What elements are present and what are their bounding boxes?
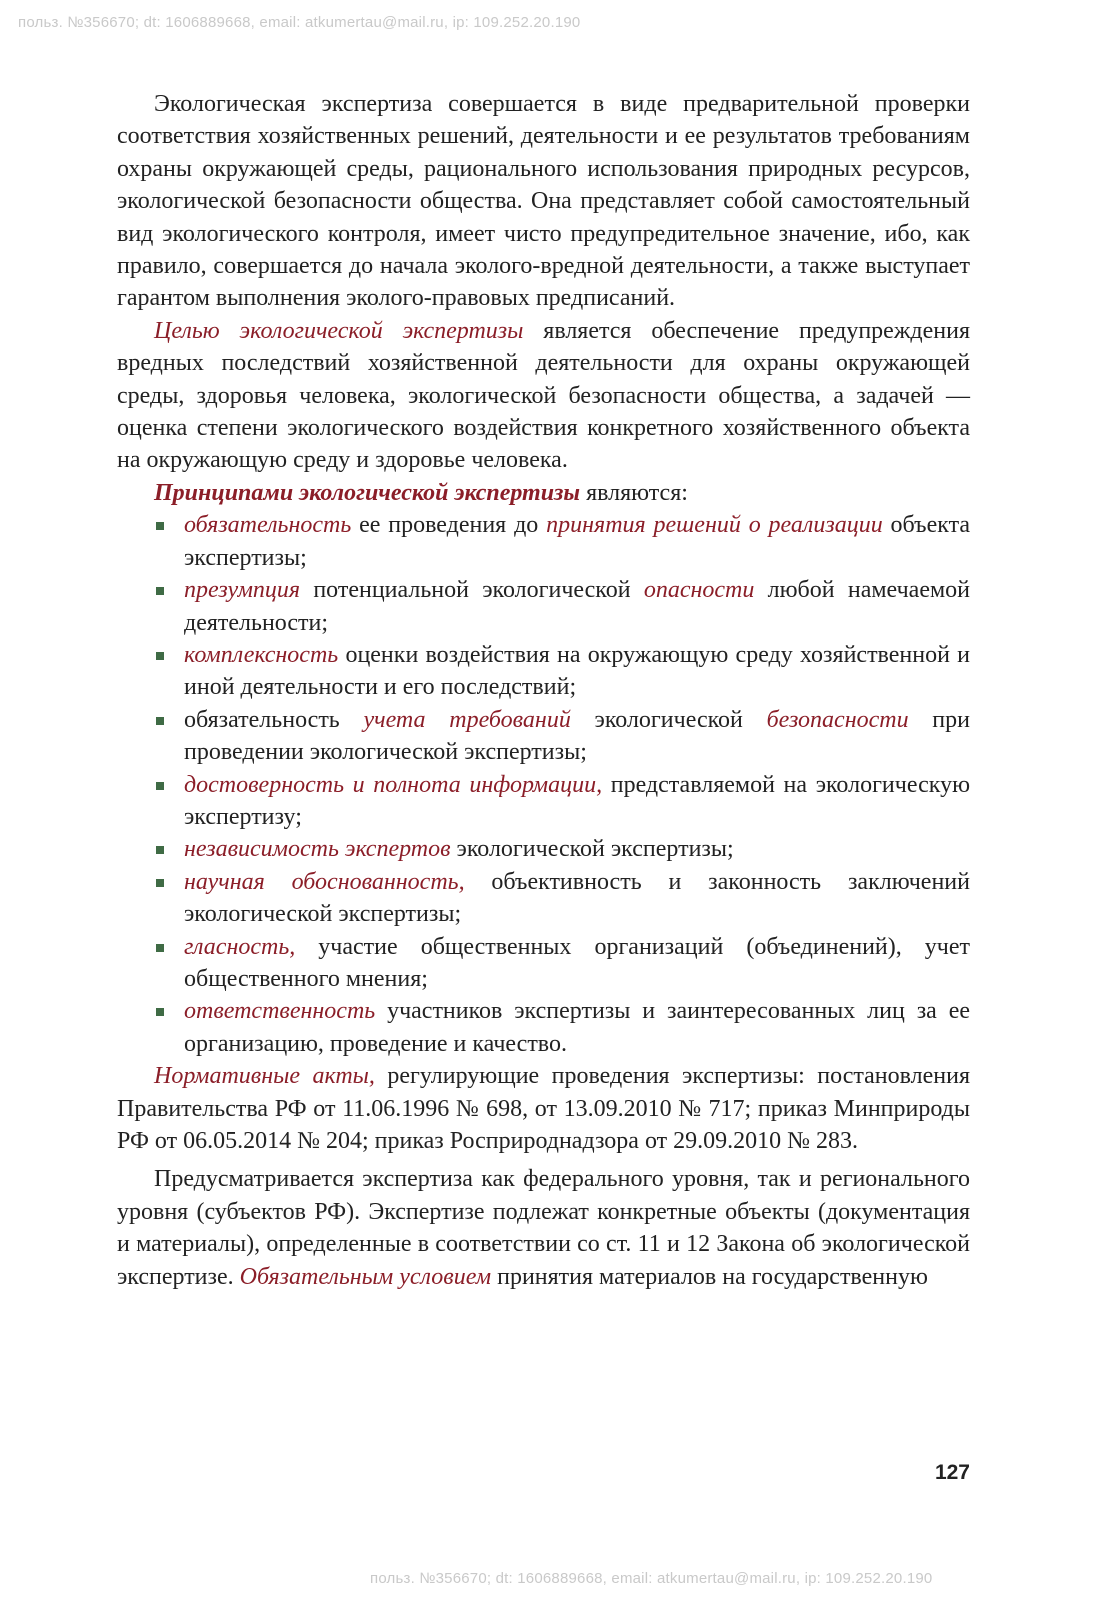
paragraph-levels-rest: принятия материалов на государственную [491, 1263, 928, 1290]
term-principles: Принципами экологической экспертизы [154, 479, 581, 506]
list-item-term: научная обоснованность, [184, 868, 465, 895]
list-item [184, 833, 970, 865]
list-item-term: безопасности [766, 706, 909, 733]
list-item-term: учета требований [363, 706, 571, 733]
paragraph-goal-text: является обеспечение предупреждения вредных последствий хозяйственной деятельности для охраны окружающей среды, здоровья человека, экологической безопасности общества, а задачей — оценка степени экологического воздействия конкретного хозяйственного объекта на окружающую среду и здоровье человека. [117, 317, 971, 474]
list-item-text: любой намечаемой деятельности; [184, 577, 970, 636]
list-item-term: комплексность [184, 641, 339, 668]
list-item-term: независимость экспертов [184, 836, 451, 863]
square-bullet-icon [156, 587, 164, 595]
square-bullet-icon [156, 782, 164, 790]
list-item-text: при проведении экологической экспертизы; [184, 706, 970, 766]
paragraph-goal [117, 315, 970, 477]
list-item-text: оценки воздействия на окружающую среду хозяйственной и иной деятельности и его последствий; [184, 641, 970, 701]
square-bullet-icon [156, 944, 164, 952]
square-bullet-icon [156, 717, 164, 725]
list-item-text: представляемой на экологическую экспертизу; [184, 771, 970, 830]
list-item-term: презумпция [184, 577, 301, 604]
watermark-bottom: польз. №356670; dt: 1606889668, email: atkumertau@mail.ru, ip: 109.252.20.190 [370, 1570, 933, 1587]
square-bullet-icon [156, 522, 164, 530]
page-number: 127 [934, 1461, 970, 1484]
square-bullet-icon [156, 879, 164, 887]
list-item [184, 931, 970, 996]
paragraph-normative-text: регулирующие проведения экспертизы: постановления Правительства РФ от 11.06.1996 № 698, от 13.09.2010 № 717; приказ Минприроды РФ от 06.05.2014 № 204; приказ Росприроднадзора от 29.09.2010 № 283. [117, 1063, 970, 1154]
paragraph-principles-lead [117, 477, 970, 509]
list-item-text: экологической экспертизы; [450, 836, 734, 863]
list-item [184, 769, 970, 834]
square-bullet-icon [156, 1008, 164, 1016]
list-item-term: принятия решений о реализации [546, 512, 883, 539]
list-item-text: потенциальной экологической [300, 577, 644, 604]
paragraph-principles-lead-text: являются: [580, 479, 688, 506]
list-item [184, 995, 970, 1060]
list-item-text: участников экспертизы и заинтересованных лиц за ее организацию, проведение и качество. [184, 998, 970, 1057]
watermark-top: польз. №356670; dt: 1606889668, email: atkumertau@mail.ru, ip: 109.252.20.190 [18, 14, 581, 31]
list-item-term: опасности [643, 577, 755, 604]
list-item-term: достоверность и полнота информации, [184, 771, 603, 798]
list-item [184, 509, 970, 574]
principles-list [117, 509, 970, 1060]
list-item-term: гласность, [184, 933, 296, 960]
paragraph-normative [117, 1060, 970, 1157]
paragraph-levels-text: Предусматривается экспертиза как федерального уровня, так и регионального уровня (субъектов РФ). Экспертизе подлежат конкретные объекты (документация и материалы), определенные в соответствии со ст. 11 и 12 Закона об экологической экспертизе. [117, 1166, 970, 1290]
list-item-text: экологической [570, 706, 767, 733]
list-item-term: ответственность [184, 998, 376, 1025]
list-item-term: обязательность [184, 512, 352, 539]
term-normative: Нормативные акты, [154, 1063, 375, 1090]
list-item [184, 704, 970, 769]
page-body [117, 88, 970, 1293]
paragraph-intro: Экологическая экспертиза совершается в виде предварительной проверки соответствия хозяйственных решений, деятельности и ее результатов требованиям охраны окружающей среды, рационального использования природных ресурсов, экологической безопасности общества. Она представляет собой самостоятельный вид экологического контроля, имеет чисто предупредительное значение, ибо, как правило, совершается до начала эколого-вредной деятельности, а также выступает гарантом выполнения эколого-правовых предписаний. [117, 91, 970, 312]
term-condition: Обязательным условием [239, 1263, 492, 1290]
list-item-text: объекта экспертизы; [184, 512, 970, 571]
paragraph-levels [117, 1163, 970, 1293]
list-item [184, 866, 970, 931]
list-item-text: участие общественных организаций (объединений), учет общественного мнения; [184, 933, 970, 992]
square-bullet-icon [156, 846, 164, 854]
list-item-text: обязательность [184, 706, 364, 733]
square-bullet-icon [156, 652, 164, 660]
list-item [184, 574, 970, 639]
list-item-text: объективность и законность заключений экологической экспертизы; [184, 868, 970, 928]
term-goal: Целью экологической экспертизы [154, 317, 524, 344]
list-item [184, 639, 970, 704]
list-item-text: ее проведения до [351, 512, 547, 539]
